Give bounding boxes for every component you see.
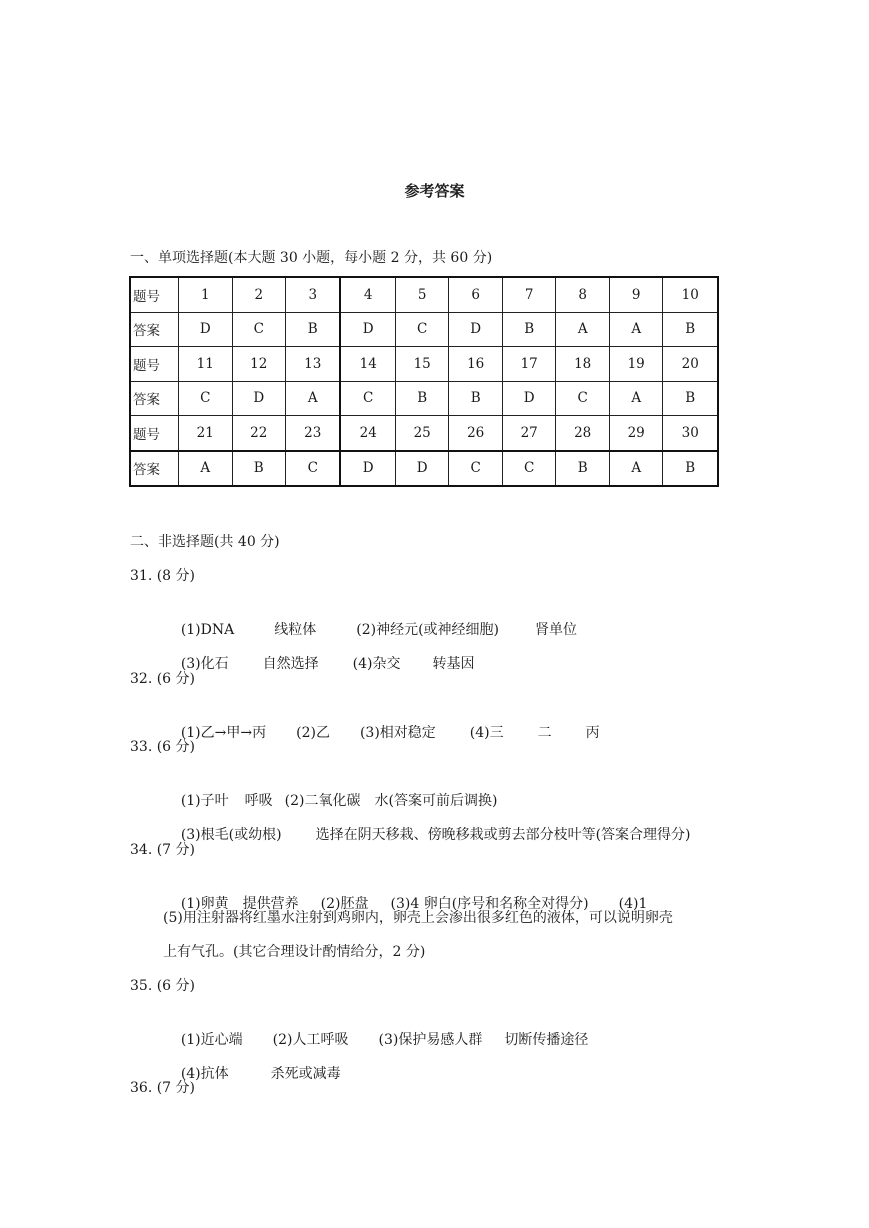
table-cell-answer: A [609, 451, 663, 487]
table-cell-answer: C [502, 451, 556, 487]
row-label: 答案 [130, 381, 179, 416]
table-cell-number: 26 [449, 416, 503, 451]
table-cell-number: 6 [449, 277, 503, 312]
table-cell-answer: C [232, 312, 286, 347]
answer-part: (1)DNA [180, 622, 235, 638]
answer-part: 丙 [585, 725, 600, 741]
table-cell-number: 20 [663, 347, 718, 382]
table-cell-number: 12 [232, 347, 286, 382]
table-cell-answer: D [340, 451, 395, 487]
answer-part: 杀死或减毒 [270, 1066, 341, 1082]
answer-part: (3)根毛(或幼根) [180, 827, 282, 843]
table-cell-answer: B [663, 312, 718, 347]
answer-part: (1)近心端 [180, 1032, 243, 1048]
row-label: 题号 [130, 277, 179, 312]
table-cell-answer: C [179, 381, 233, 416]
answer-part: 切断传播途径 [504, 1032, 589, 1048]
answer-part: (2)人工呼吸 [272, 1032, 349, 1048]
answer-part: (2)神经元(或神经细胞) [356, 622, 499, 638]
answer-part: (4)三 [469, 725, 504, 741]
table-cell-answer: A [556, 312, 610, 347]
table-cell-number: 23 [286, 416, 341, 451]
answer-part: (4)抗体 [180, 1066, 229, 1082]
question-label: 35. (6 分) [130, 978, 195, 994]
answer-line [163, 703, 600, 763]
table-cell-answer: C [286, 451, 341, 487]
table-row [130, 416, 718, 451]
row-label: 题号 [130, 416, 179, 451]
page-title: 参考答案 [404, 182, 465, 200]
table-cell-number: 27 [502, 416, 556, 451]
question-label: 36. (7 分) [130, 1080, 195, 1096]
row-label: 题号 [130, 347, 179, 382]
table-cell-answer: B [556, 451, 610, 487]
table-row [130, 451, 718, 487]
table-cell-number: 8 [556, 277, 610, 312]
table-cell-number: 4 [340, 277, 395, 312]
section1-heading: 一、单项选择题(本大题 30 小题，每小题 2 分，共 60 分) [130, 250, 493, 266]
answer-part: (3)相对稳定 [359, 725, 436, 741]
section2-heading: 二、非选择题(共 40 分) [130, 534, 280, 550]
table-cell-number: 30 [663, 416, 718, 451]
table-cell-answer: B [502, 312, 556, 347]
answer-part: 肾单位 [535, 622, 577, 638]
table-cell-number: 16 [449, 347, 503, 382]
table-cell-number: 2 [232, 277, 286, 312]
table-cell-answer: D [232, 381, 286, 416]
table-row [130, 277, 718, 312]
table-cell-answer: C [340, 381, 395, 416]
table-cell-number: 15 [395, 347, 449, 382]
table-cell-number: 24 [340, 416, 395, 451]
question-label: 34. (7 分) [130, 842, 195, 858]
answer-part: 提供营养 [242, 896, 299, 912]
answer-part: 自然选择 [262, 656, 319, 672]
table-cell-number: 5 [395, 277, 449, 312]
answer-table [129, 276, 719, 487]
table-cell-answer: B [449, 381, 503, 416]
answer-part: 选择在阴天移栽、傍晚移栽或剪去部分枝叶等(答案合理得分) [315, 827, 691, 843]
answer-part: (3)化石 [180, 656, 229, 672]
question-label: 32. (6 分) [130, 671, 195, 687]
question-label: 31. (8 分) [130, 568, 195, 584]
table-cell-number: 21 [179, 416, 233, 451]
table-cell-number: 29 [609, 416, 663, 451]
table-cell-answer: D [179, 312, 233, 347]
table-row [130, 381, 718, 416]
table-cell-number: 14 [340, 347, 395, 382]
table-cell-number: 1 [179, 277, 233, 312]
answer-part: (2)胚盘 [320, 896, 369, 912]
table-row [130, 347, 718, 382]
table-cell-number: 11 [179, 347, 233, 382]
row-label: 答案 [130, 312, 179, 347]
answer-part: 二 [537, 725, 552, 741]
table-cell-answer: C [449, 451, 503, 487]
table-cell-answer: B [663, 451, 718, 487]
answer-line: (5)用注射器将红墨水注射到鸡卵内，卵壳上会渗出很多红色的液体，可以说明卵壳 [163, 910, 673, 926]
table-cell-answer: B [286, 312, 341, 347]
table-cell-answer: C [556, 381, 610, 416]
answer-line [163, 634, 475, 694]
answer-part: (1)子叶 [180, 793, 229, 809]
table-cell-answer: B [663, 381, 718, 416]
table-cell-answer: D [502, 381, 556, 416]
answer-part: (1)乙→甲→丙 [180, 725, 267, 741]
table-cell-number: 25 [395, 416, 449, 451]
answer-part: 呼吸 [244, 793, 273, 809]
table-cell-number: 28 [556, 416, 610, 451]
table-cell-number: 9 [609, 277, 663, 312]
table-cell-answer: A [179, 451, 233, 487]
table-cell-answer: C [395, 312, 449, 347]
table-cell-answer: A [609, 381, 663, 416]
table-cell-answer: B [395, 381, 449, 416]
table-cell-number: 18 [556, 347, 610, 382]
table-cell-number: 7 [502, 277, 556, 312]
answer-part: (4)1 [618, 896, 648, 912]
answer-part: (1)卵黄 [180, 896, 229, 912]
table-cell-number: 10 [663, 277, 718, 312]
table-cell-number: 3 [286, 277, 341, 312]
table-cell-number: 19 [609, 347, 663, 382]
table-cell-answer: A [609, 312, 663, 347]
table-cell-number: 17 [502, 347, 556, 382]
table-cell-answer: D [340, 312, 395, 347]
table-cell-number: 22 [232, 416, 286, 451]
table-row [130, 312, 718, 347]
question-label: 33. (6 分) [130, 739, 195, 755]
table-cell-answer: D [395, 451, 449, 487]
answer-part: (2)二氧化碳 [284, 793, 361, 809]
answer-part: 线粒体 [274, 622, 317, 638]
answer-part: (4)杂交 [352, 656, 401, 672]
answer-part: 转基因 [432, 656, 475, 672]
table-cell-answer: A [286, 381, 341, 416]
answer-part: (2)乙 [296, 725, 330, 741]
answer-part: (3)保护易感人群 [378, 1032, 483, 1048]
table-cell-answer: B [232, 451, 286, 487]
answer-part: (3)4 卵白(序号和名称全对得分) [390, 896, 589, 912]
answer-line: 上有气孔。(其它合理设计酌情给分，2 分) [163, 944, 426, 960]
table-cell-number: 13 [286, 347, 341, 382]
table-cell-answer: D [449, 312, 503, 347]
answer-line [163, 805, 691, 865]
row-label: 答案 [130, 451, 179, 487]
answer-part: 水(答案可前后调换) [374, 793, 498, 809]
